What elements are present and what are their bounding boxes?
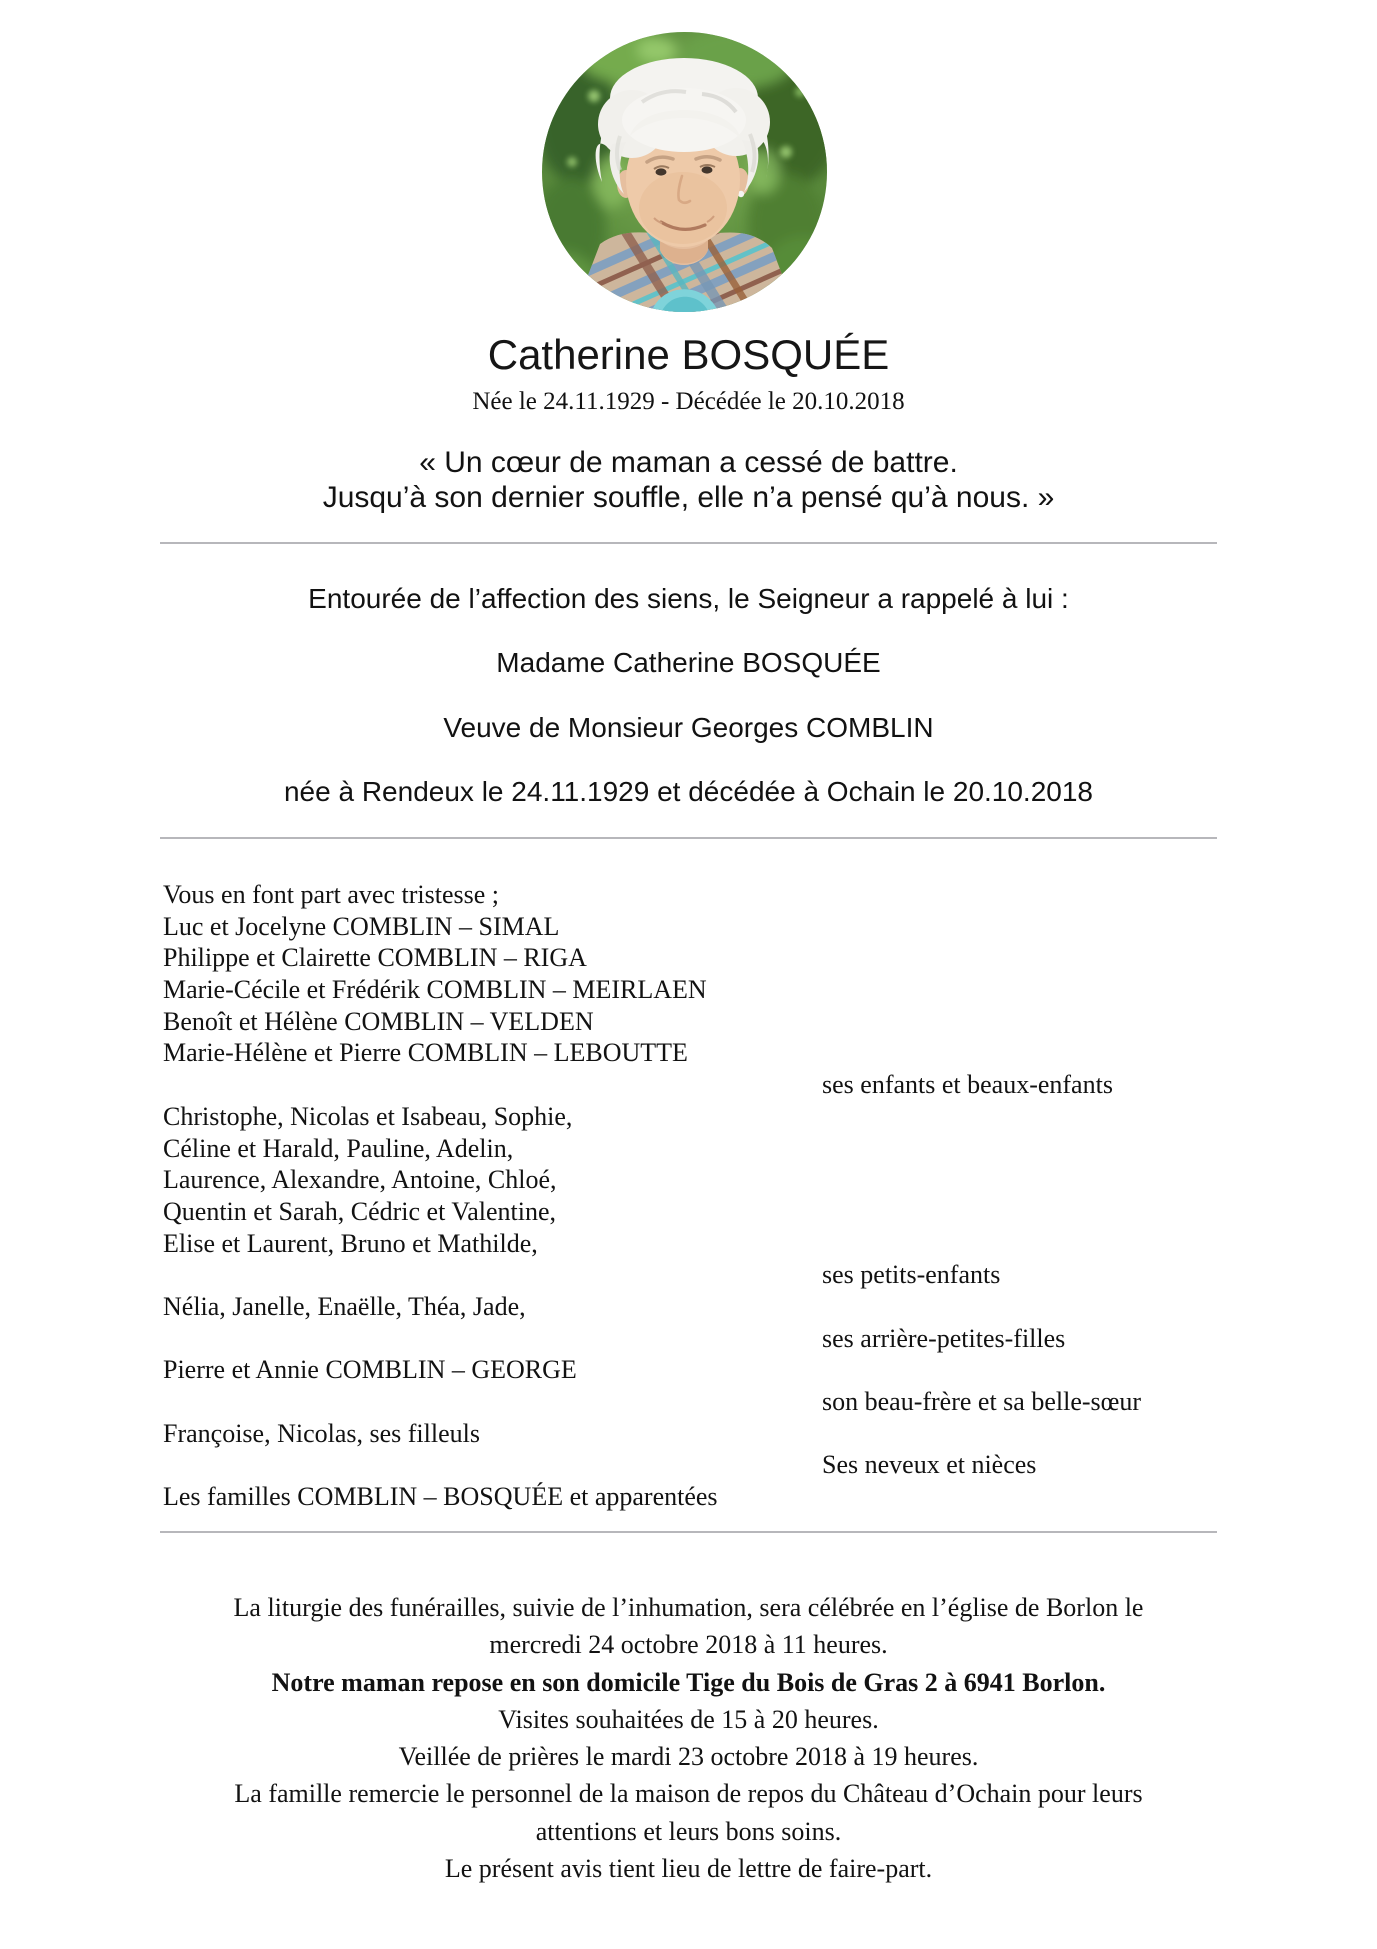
memorial-quote-line-1: « Un cœur de maman a cessé de battre. <box>419 446 958 479</box>
detail-line-repose-bold: Notre maman repose en son domicile Tige du Bois de Gras 2 à 6941 Borlon. <box>271 1667 1106 1697</box>
funeral-details <box>160 1589 1217 1887</box>
detail-line: La liturgie des funérailles, suivie de l’inhumation, sera célébrée en l’église de Borlon le <box>233 1593 1144 1622</box>
detail-line: attentions et leurs bons soins. <box>535 1816 842 1846</box>
deceased-name: Catherine BOSQUÉE <box>487 331 890 378</box>
life-dates: Née le 24.11.1929 - Décédée le 20.10.2018 <box>472 388 905 415</box>
relation-label: ses arrière-petites-filles <box>822 1323 1066 1353</box>
family-line: Marie-Cécile et Frédérik COMBLIN – MEIRLAEN <box>163 975 707 1005</box>
family-line: Céline et Harald, Pauline, Adelin, <box>163 1133 514 1163</box>
detail-line: Visites souhaitées de 15 à 20 heures. <box>498 1704 879 1734</box>
relation-label: son beau-frère et sa belle-sœur <box>822 1387 1142 1416</box>
detail-line: La famille remercie le personnel de la maison de repos du Château d’Ochain pour leurs <box>234 1779 1143 1809</box>
divider <box>160 542 1217 544</box>
family-intro: Vous en font part avec tristesse ; <box>163 880 499 909</box>
family-line: Laurence, Alexandre, Antoine, Chloé, <box>163 1165 557 1195</box>
portrait-photo-image <box>542 32 827 312</box>
divider <box>160 837 1217 839</box>
announcement-birth-death: née à Rendeux le 24.11.1929 et décédée à Ochain le 20.10.2018 <box>283 776 1094 807</box>
memorial-quote-line-2: Jusqu’à son dernier souffle, elle n’a pensé qu’à nous. » <box>322 481 1055 514</box>
divider <box>160 1531 1217 1533</box>
detail-line: Veillée de prières le mardi 23 octobre 2018 à 19 heures. <box>398 1742 979 1772</box>
family-section <box>163 879 1217 1513</box>
family-line: Luc et Jocelyne COMBLIN – SIMAL <box>163 911 560 941</box>
announcement-intro: Entourée de l’affection des siens, le Seigneur a rappelé à lui : <box>308 583 1069 614</box>
relation-label: Ses neveux et nièces <box>822 1450 1037 1480</box>
family-line: Françoise, Nicolas, ses filleuls <box>163 1418 480 1448</box>
detail-line: mercredi 24 octobre 2018 à 11 heures. <box>489 1630 888 1660</box>
family-line: Benoît et Hélène COMBLIN – VELDEN <box>163 1006 594 1036</box>
family-line: Marie-Hélène et Pierre COMBLIN – LEBOUTTE <box>163 1038 688 1068</box>
family-line: Christophe, Nicolas et Isabeau, Sophie, <box>163 1101 573 1131</box>
announcement-name: Madame Catherine BOSQUÉE <box>496 647 881 678</box>
relation-label: ses enfants et beaux-enfants <box>822 1070 1113 1100</box>
family-line: Quentin et Sarah, Cédric et Valentine, <box>163 1196 557 1226</box>
family-line: Pierre et Annie COMBLIN – GEORGE <box>163 1355 577 1385</box>
memorial-quote <box>0 445 1377 515</box>
relation-label: ses petits-enfants <box>822 1260 1001 1290</box>
announcement-widow: Veuve de Monsieur Georges COMBLIN <box>443 712 934 743</box>
family-line: Elise et Laurent, Bruno et Mathilde, <box>163 1228 538 1258</box>
portrait-photo <box>542 32 827 312</box>
detail-line: Le présent avis tient lieu de lettre de faire-part. <box>444 1854 933 1884</box>
family-families-line: Les familles COMBLIN – BOSQUÉE et apparentées <box>163 1482 718 1512</box>
family-line: Nélia, Janelle, Enaëlle, Théa, Jade, <box>163 1291 526 1321</box>
family-line: Philippe et Clairette COMBLIN – RIGA <box>163 943 587 973</box>
